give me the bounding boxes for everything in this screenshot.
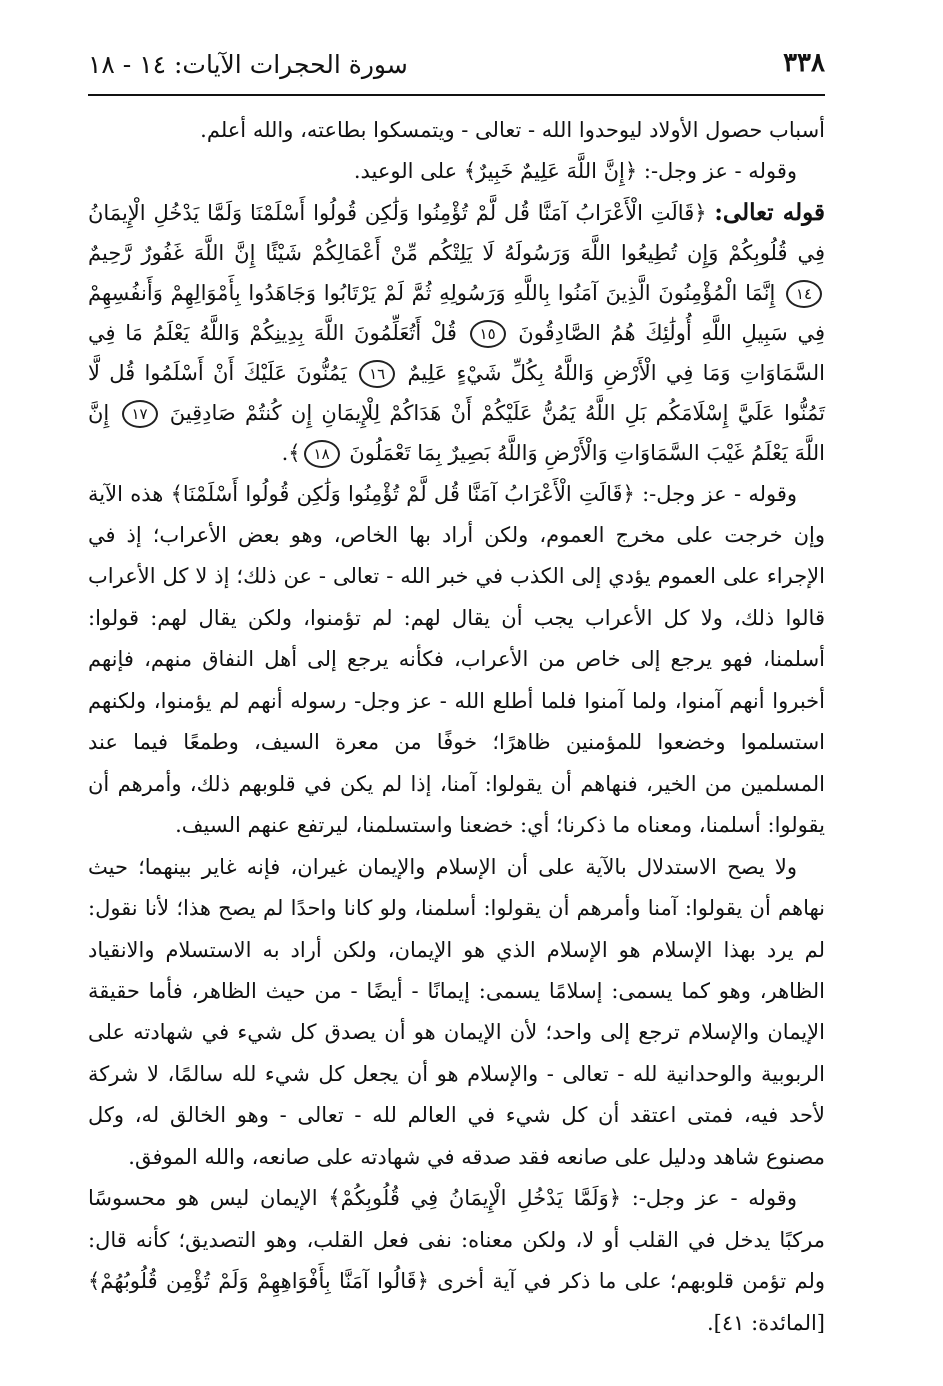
paragraph-2: وقوله - عز وجل-: ﴿إِنَّ اللَّهَ عَلِيمٌ خَبِيرٌ﴾ على الوعيد. <box>353 159 797 184</box>
page-header <box>88 48 825 96</box>
ayah-number-marker: ١٨ <box>304 440 340 468</box>
sura-title: سورة الحجرات الآيات: ١٤ - ١٨ <box>88 50 408 79</box>
verse-17-text: يَمُنُّونَ عَلَيْكَ أَنْ أَسْلَمُوا قُل لَّا تَمُنُّوا عَلَيَّ إِسْلَامَكُم بَلِ اللَّهُ يَمُنُّ عَلَيْكُمْ أَنْ هَدَاكُمْ لِلْإِيمَانِ إِن كُنتُمْ صَادِقِينَ <box>88 360 825 425</box>
ayah-number-marker: ١٦ <box>359 360 395 388</box>
verse-15-text: إِنَّمَا الْمُؤْمِنُونَ الَّذِينَ آمَنُوا بِاللَّهِ وَرَسُولِهِ ثُمَّ لَمْ يَرْتَابُوا وَجَاهَدُوا بِأَمْوَالِهِمْ وَأَنفُسِهِمْ فِي سَبِيلِ اللَّهِ أُولَٰئِكَ هُمُ الصَّادِقُونَ <box>88 280 825 345</box>
paragraph-3: وقوله - عز وجل-: ﴿قَالَتِ الْأَعْرَابُ آمَنَّا قُل لَّمْ تُؤْمِنُوا وَلَٰكِن قُولُوا أَسْلَمْنَا﴾ هذه الآية وإن خرجت على مخرج العموم، ولكن أراد بها الخاص، وهو بعض الأعراب؛ إذ في الإجراء على العموم يؤدي إلى الكذب في خبر الله - تعالى - عن ذلك؛ إذ لا كل الأعراب قالوا ذلك، ولا كل الأعراب يجب أن يقال لهم: لم تؤمنوا، ولكن يقال لهم: قولوا: أسلمنا، فهو يرجع إلى خاص من الأعراب، فكأنه يرجع إلى أهل النفاق منهم، فإنهم أخبروا أنهم آمنوا، ولما آمنوا فلما أطلع الله - عز وجل- رسوله أنهم لم يؤمنوا، ولكنهم استسلموا وخضعوا للمؤمنين ظاهرًا؛ خوفًا من معرة السيف، وطمعًا فيما عند المسلمين من الخير، فنهاهم أن يقولوا: آمنا، إذا لم يكن في قلوبهم ذلك، وأمرهم أن يقولوا: أسلمنا، ومعناه ما ذكرنا؛ أي: خضعنا واستسلمنا، ليرتفع عنهم السيف. <box>88 481 826 838</box>
ayah-number-marker: ١٧ <box>122 400 158 428</box>
verse-14-text: ﴿قَالَتِ الْأَعْرَابُ آمَنَّا قُل لَّمْ تُؤْمِنُوا وَلَٰكِن قُولُوا أَسْلَمْنَا وَلَمَّا يَدْخُلِ الْإِيمَانُ فِي قُلُوبِكُمْ وَإِن تُطِيعُوا اللَّهَ وَرَسُولَهُ لَا يَلِتْكُم مِّنْ أَعْمَالِكُمْ شَيْئًا إِنَّ اللَّهَ غَفُورٌ رَّحِيمٌ <box>88 200 825 265</box>
paragraph-5: وقوله - عز وجل-: ﴿وَلَمَّا يَدْخُلِ الْإِيمَانُ فِي قُلُوبِكُمْ﴾ الإيمان ليس هو محسوسًا مركبًا يدخل في القلب أو لا، ولكن معناه: نفى فعل القلب، وهو التصديق؛ كأنه قال: ولم تؤمن قلوبهم؛ على ما ذكر في آية أخرى ﴿قَالُوا آمَنَّا بِأَفْوَاهِهِمْ وَلَمْ تُؤْمِن قُلُوبُهُمْ﴾ [المائدة: ٤١]. <box>88 1186 825 1335</box>
verse-lead-label: قوله تعالى: <box>714 198 825 226</box>
verse-18-text: إِنَّ اللَّهَ يَعْلَمُ غَيْبَ السَّمَاوَاتِ وَالْأَرْضِ وَاللَّهُ بَصِيرٌ بِمَا تَعْمَلُونَ <box>88 400 825 465</box>
paragraph-1: أسباب حصول الأولاد ليوحدوا الله - تعالى - ويتمسكوا بطاعته، والله أعلم. <box>200 118 825 142</box>
verse-16-text: قُلْ أَتُعَلِّمُونَ اللَّهَ بِدِينِكُمْ وَاللَّهُ يَعْلَمُ مَا فِي السَّمَاوَاتِ وَمَا فِي الْأَرْضِ وَاللَّهُ بِكُلِّ شَيْءٍ عَلِيمٌ <box>88 320 825 385</box>
ayah-number-marker: ١٥ <box>470 320 506 348</box>
quran-verses-block <box>88 193 825 474</box>
verse-closing-bracket: ﴾. <box>281 440 301 465</box>
ayah-number-marker: ١٤ <box>786 280 822 308</box>
page-number: ٣٣٨ <box>783 48 825 78</box>
paragraph-4: ولا يصح الاستدلال بالآية على أن الإسلام والإيمان غيران، فإنه غاير بينهما؛ حيث نهاهم أن يقولوا: آمنا وأمرهم أن يقولوا: أسلمنا، ولو كانا واحدًا لم يصح هذا؛ لأنا نقول: لم يرد بهذا الإسلام هو الإسلام الذي هو الإيمان، ولكن أراد به الاستسلام والانقياد الظاهر، وهو كما يسمى: إسلامًا يسمى: إيمانًا - أيضًا - من حيث الظاهر، فأما حقيقة الإيمان والإسلام ترجع إلى واحد؛ لأن الإيمان هو أن يصدق كل شيء في شهادته على الربوبية والوحدانية لله - تعالى - والإسلام هو أن يجعل كل شيء لله سالمًا، لا شركة لأحد فيه، فمتى اعتقد أن كل شيء في العالم لله - تعالى - وهو الخالق له، وكل مصنوع شاهد ودليل على صانعه فقد صدقه في شهادته على صانعه، والله الموفق. <box>88 854 825 1169</box>
page-content <box>88 110 825 1344</box>
